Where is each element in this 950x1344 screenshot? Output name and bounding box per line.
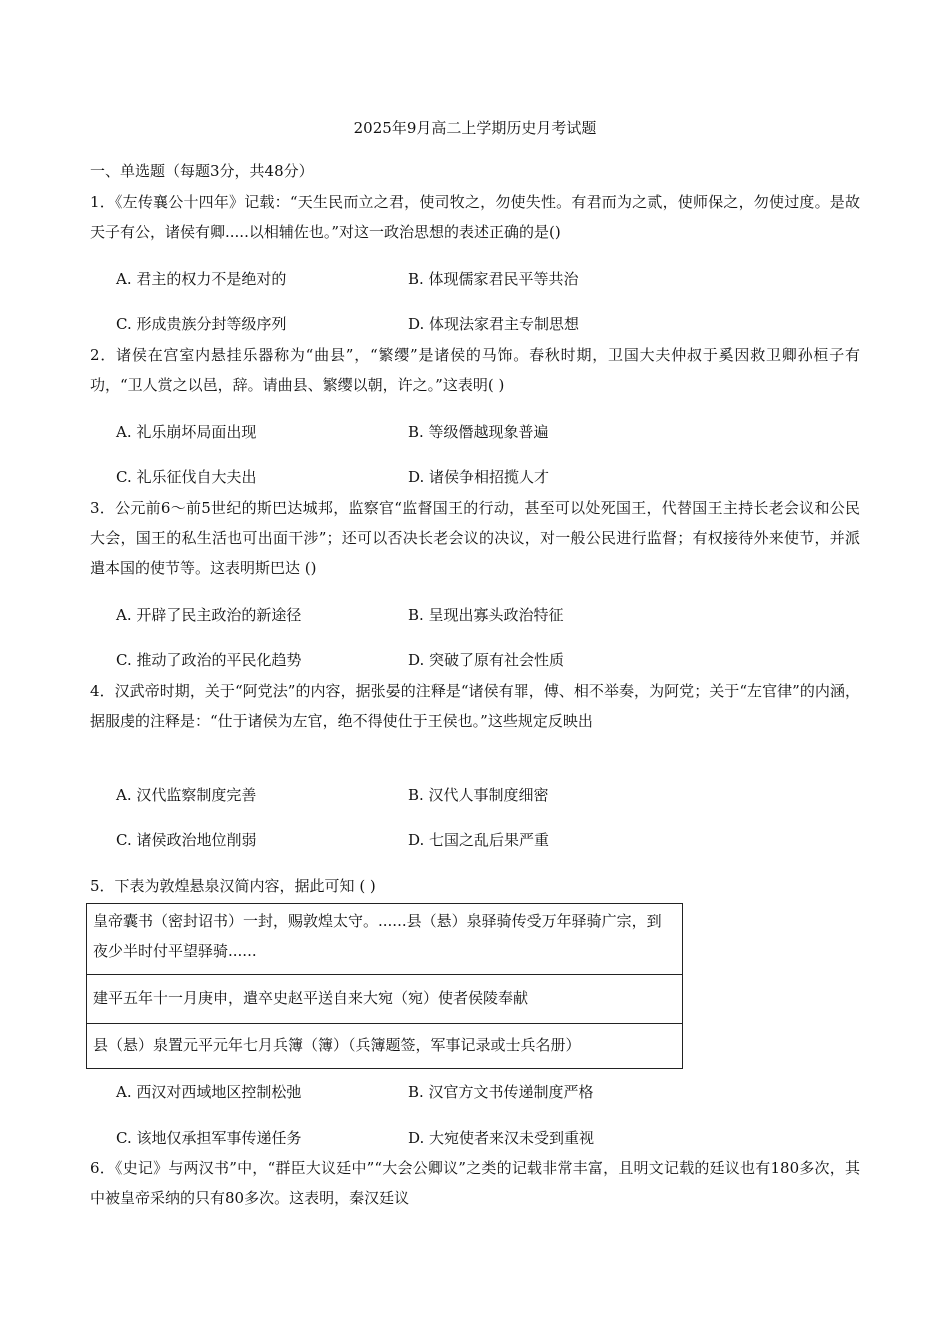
question-3-option-a: A. 开辟了民主政治的新途径 [116,606,302,624]
question-3-option-b: B. 呈现出寡头政治特征 [408,606,564,624]
question-1-option-a: A. 君主的权力不是绝对的 [116,270,287,288]
table-cell: 建平五年十一月庚申，遣卒史赵平送自来大宛（宛）使者侯陵奉献 [87,975,683,1024]
table-cell: 县（悬）泉置元平元年七月兵簿（簿）（兵簿题签，军事记录或士兵名册） [87,1024,683,1069]
question-1-text: 1．《左传襄公十四年》记载：“天生民而立之君，使司牧之，勿使失性。有君而为之贰，使师保之，勿使过度。是故天子有公，诸侯有卿.....以相辅佐也。”对这一政治思想的表述正确的是() [90,193,860,241]
table-row [87,975,683,1024]
page-title: 2025年9月高二上学期历史月考试题 [353,119,597,137]
question-4-option-d: D. 七国之乱后果严重 [408,831,550,849]
bamboo-slip-table [86,903,683,1069]
question-5-option-a: A. 西汉对西域地区控制松弛 [116,1083,302,1101]
question-3-text: 3．公元前6～前5世纪的斯巴达城邦，监察官“监督国王的行动，甚至可以处死国王，代替国王主持长老会议和公民大会，国王的私生活也可出面干涉”；还可以否决长老会议的决议，对一般公民进行监督；有权接待外来使节，并派遣本国的使节等。这表明斯巴达 () [90,499,860,577]
question-4-option-b: B. 汉代人事制度细密 [408,786,549,804]
question-5-option-d: D. 大宛使者来汉未受到重视 [408,1129,595,1147]
question-6-text: 6．《史记》与两汉书”中，“群臣大议廷中”“大会公卿议”之类的记载非常丰富，且明文记载的廷议也有180多次，其中被皇帝采纳的只有80多次。这表明，秦汉廷议 [90,1159,860,1207]
question-3-option-c: C. 推动了政治的平民化趋势 [116,651,302,669]
question-4-option-a: A. 汉代监察制度完善 [116,786,257,804]
question-2-option-d: D. 诸侯争相招揽人才 [408,468,550,486]
section-heading: 一、单选题（每题3分，共48分） [90,162,314,180]
question-4-option-c: C. 诸侯政治地位削弱 [116,831,257,849]
question-5-option-c: C. 该地仅承担军事传递任务 [116,1129,302,1147]
question-5-text: 5．下表为敦煌悬泉汉简内容，据此可知 ( ) [90,877,376,895]
table-row [87,1024,683,1069]
question-2-option-c: C. 礼乐征伐自大夫出 [116,468,257,486]
question-2-option-b: B. 等级僭越现象普遍 [408,423,549,441]
question-1-option-c: C. 形成贵族分封等级序列 [116,315,287,333]
question-2-text: 2．诸侯在宫室内悬挂乐器称为“曲县”，“繁缨”是诸侯的马饰。春秋时期，卫国大夫仲叔于奚因救卫卿孙桓子有功，“卫人赏之以邑，辞。请曲县、繁缨以朝，许之。”这表明( ) [90,346,860,394]
question-5-option-b: B. 汉官方文书传递制度严格 [408,1083,594,1101]
question-1-option-d: D. 体现法家君主专制思想 [408,315,580,333]
table-cell: 皇帝囊书（密封诏书）一封，赐敦煌太守。......县（悬）泉驿骑传受万年驿骑广宗，到夜少半时付平望驿骑...... [87,904,683,975]
table-row [87,904,683,975]
question-2-option-a: A. 礼乐崩坏局面出现 [116,423,257,441]
question-4-text: 4．汉武帝时期，关于“阿党法”的内容，据张晏的注释是“诸侯有罪，傅、相不举奏，为阿党；关于“左官律”的内涵，据服虔的注释是：“仕于诸侯为左官，绝不得使仕于王侯也。”这些规定反映出 [90,682,860,730]
question-1-option-b: B. 体现儒家君民平等共治 [408,270,579,288]
question-3-option-d: D. 突破了原有社会性质 [408,651,565,669]
